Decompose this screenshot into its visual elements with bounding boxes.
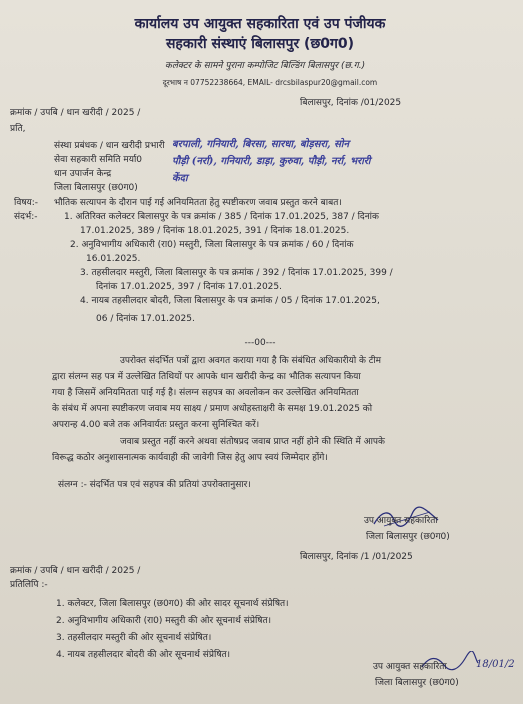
body-line-7: विरूद्ध कठोर अनुशासनात्मक कार्यवाही की जावेगी जिस हेतु आप स्वयं जिम्मेदार होंगे। (52, 453, 328, 463)
reference-2a: 2. अनुविभागीय अधिकारी (रा0) मस्तुरी, जिला बिलासपुर के पत्र क्रमांक / 60 / दिनांक (70, 240, 354, 250)
handwritten-centres-2: पौड़ी (नर्रा), गनियारी, डाड़ा, कुरुवा, पौड़ी, नर्रा, भरारी (172, 156, 371, 167)
handwritten-centres-1: बरपाली, गनियारी, बिरसा, सारधा, बोड़सरा, सोन (172, 139, 350, 150)
recipient-line1: संस्था प्रबंधक / धान खरीदी प्रभारी (54, 141, 165, 151)
letterhead-org: सहकारी संस्थाएं बिलासपुर (छ0ग0) (165, 36, 355, 52)
body-line-2: द्वारा संलग्न सह पत्र में उल्लेखित तिथियों पर आपके धान खरीदी केन्द्र का भौतिक सत्यापन किया (52, 372, 361, 382)
reference-1a: 1. अतिरिक्त कलेक्टर बिलासपुर के पत्र क्रमांक / 385 / दिनांक 17.01.2025, 387 / दिनांक (64, 212, 379, 222)
copy-place-date: बिलासपुर, दिनांक /1 /01/2025 (300, 552, 413, 562)
body-line-1: उपरोक्त संदर्भित पत्रों द्वारा अवगत कराया गया है कि संबंधित अधिकारीयो के टीम (120, 356, 382, 366)
signature-title: उप आयुक्त सहकारिता (364, 516, 438, 526)
body-line-6: जवाब प्रस्तुत नहीं करने अथवा संतोषप्रद जवाब प्राप्त नहीं होने की स्थिति में आपके (120, 437, 385, 447)
reference-3a: 3. तहसीलदार मस्तुरी, जिला बिलासपुर के पत्र क्रमांक / 392 / दिनांक 17.01.2025, 399 / (80, 268, 393, 278)
copy-ref-number: क्रमांक / उपबि / धान खरीदी / 2025 / (10, 566, 141, 576)
letterhead-office: कार्यालय उप आयुक्त सहकारिता एवं उप पंजीयक (134, 16, 386, 32)
ref-place-date: बिलासपुर, दिनांक /01/2025 (300, 98, 402, 108)
reference-2b: 16.01.2025. (86, 254, 141, 264)
letterhead-contact: दूरभाष न 07752238664, EMAIL- drcsbilaspur20@gmail.com (162, 78, 378, 87)
body-line-5: अपरान्ह 4.00 बजे तक अनिवार्यतः प्रस्तुत करना सुनिश्चित करें। (52, 420, 260, 430)
copy-label: प्रतिलिपि :- (10, 580, 48, 590)
reference-3b: दिनांक 17.01.2025, 397 / दिनांक 17.01.2025. (96, 282, 282, 292)
letterhead-address: कलेक्टर के सामने पुराना कम्पोजिट बिल्डिंग बिलासपुर (छ.ग.) (164, 61, 366, 71)
copy-item-1: 1. कलेक्टर, जिला बिलासपुर (छ0ग0) की ओर सादर सूचनार्थ संप्रेषित। (56, 599, 289, 609)
references-label: संदर्भ:- (14, 212, 38, 222)
recipient-line3: धान उपार्जन केन्द्र (54, 169, 112, 179)
copy-item-2: 2. अनुविभागीय अधिकारी (रा0) मस्तुरी की ओर सूचनार्थ संप्रेषित। (56, 616, 272, 626)
recipient-prati: प्रति, (10, 124, 26, 134)
copy-item-4: 4. नायब तहसीलदार बोदरी की ओर सूचनार्थ संप्रेषित। (56, 650, 231, 660)
handwritten-centres-3: केंदा (172, 173, 188, 184)
enclosure-note: संलग्न :- संदर्भित पत्र एवं सहपत्र की प्रतियां उपरोक्तानुसार। (58, 480, 251, 490)
subject-text: भौतिक सत्यापन के दौरान पाई गई अनियमितता हेतु स्पष्टीकरण जवाब प्रस्तुत करने बाबत। (54, 198, 342, 208)
reference-4a: 4. नायब तहसीलदार बोदरी, जिला बिलासपुर के पत्र क्रमांक / 05 / दिनांक 17.01.2025, (80, 296, 380, 306)
copy-item-3: 3. तहसीलदार मस्तुरी की ओर सूचनार्थ संप्रेषित। (56, 633, 212, 643)
recipient-line2: सेवा सहकारी समिति मर्या0 (54, 155, 143, 165)
body-line-3: गया है जिसमें अनियमितता पाई गई है। संलग्न सहपत्र का अवलोकन कर उल्लेखित अनियमितता (52, 388, 359, 398)
reference-4b: 06 / दिनांक 17.01.2025. (96, 314, 195, 324)
body-line-4: के संबंध में अपना स्पष्टीकरण जवाब मय साक्ष्य / प्रमाण अधोहस्ताक्षरी के समक्ष 19.01.2025 को (52, 404, 373, 414)
section-divider: ---00--- (244, 338, 276, 348)
signature-2-date: 18/01/2 (476, 659, 515, 670)
subject-label: विषय:- (14, 198, 39, 208)
recipient-line4: जिला बिलासपुर (छ0ग0) (54, 183, 138, 193)
ref-number: क्रमांक / उपबि / धान खरीदी / 2025 / (10, 108, 141, 118)
reference-1b: 17.01.2025, 389 / दिनांक 18.01.2025, 391 / दिनांक 18.01.2025. (80, 226, 350, 236)
signature-district: जिला बिलासपुर (छ0ग0) (366, 532, 450, 542)
signature-2-title: उप आयुक्त सहकारिता (373, 662, 447, 672)
signature-2-district: जिला बिलासपुर (छ0ग0) (375, 678, 459, 688)
